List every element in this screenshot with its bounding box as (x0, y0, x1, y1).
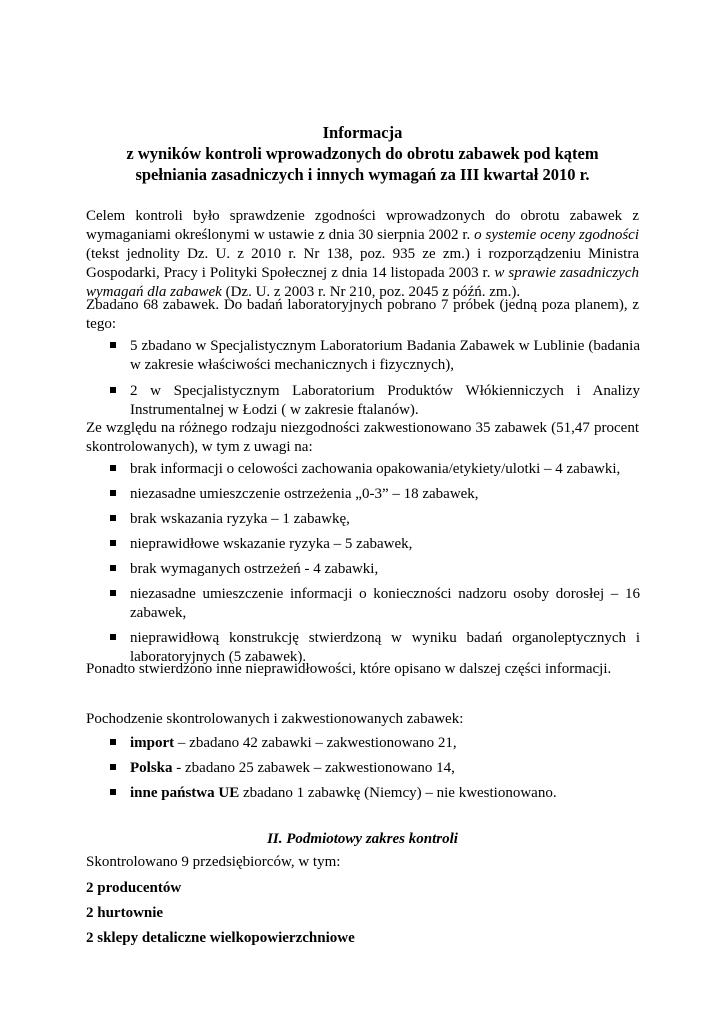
bullet-icon (110, 764, 116, 770)
bullet-icon (110, 540, 116, 546)
list-item (110, 485, 640, 504)
intro-law-title: o systemie oceny zgodności (474, 227, 639, 243)
list-item (110, 535, 640, 554)
other-irregularities-paragraph: Ponadto stwierdzono inne nieprawidłowości, które opisano w dalszej części informacji. (86, 661, 612, 677)
title-line-1: Informacja (322, 123, 403, 142)
bullet-icon (110, 342, 116, 348)
bullet-icon (110, 490, 116, 496)
bullet-icon (110, 515, 116, 521)
section-2-item: 2 hurtownie (86, 905, 164, 921)
list-item (110, 510, 640, 529)
section-2-intro: Skontrolowano 9 przedsiębiorców, w tym: (86, 854, 341, 870)
list-item-text: nieprawidłowe wskazanie ryzyka – 5 zabawek, (130, 536, 413, 552)
list-item (110, 759, 640, 778)
title-line-2: z wyników kontroli wprowadzonych do obrotu zabawek pod kątem (126, 144, 599, 163)
bullet-icon (110, 590, 116, 596)
list-item-text: niezasadne umieszczenie ostrzeżenia „0-3” – 18 zabawek, (130, 486, 479, 502)
origin-paragraph: Pochodzenie skontrolowanych i zakwestionowanych zabawek: (86, 711, 464, 727)
section-2-heading: II. Podmiotowy zakres kontroli (267, 831, 458, 847)
list-item-text: 2 w Specjalistycznym Laboratorium Produktów Włókienniczych i Analizy Instrumentalnej w Łodzi ( w zakresie ftalanów). (130, 383, 640, 418)
list-item (110, 337, 640, 375)
origin-text: - zbadano 25 zabawek – zakwestionowano 14, (172, 760, 455, 776)
list-item-text: brak wskazania ryzyka – 1 zabawkę, (130, 511, 350, 527)
bullet-icon (110, 789, 116, 795)
bullet-icon (110, 387, 116, 393)
list-item (110, 460, 640, 479)
bullet-icon (110, 565, 116, 571)
origin-label: Polska (130, 760, 173, 776)
origin-label: inne państwa UE (130, 785, 240, 801)
list-item (110, 734, 640, 753)
origin-list (110, 734, 640, 803)
labs-list (110, 337, 640, 420)
bullet-icon (110, 465, 116, 471)
list-item (110, 560, 640, 579)
intro-text-a: Celem kontroli było sprawdzenie zgodności wprowadzonych do obrotu zabawek z wymaganiami określonymi w ustawie z dnia 30 sierpnia 2002 r. (86, 208, 639, 243)
title-line-3: spełniania zasadniczych i innych wymagań za III kwartał 2010 r. (135, 165, 590, 184)
reasons-list (110, 460, 640, 667)
questioned-paragraph: Ze względu na różnego rodzaju niezgodności zakwestionowano 35 zabawek (51,47 procent skontrolowanych), w tym z uwagi na: (86, 420, 639, 455)
bullet-icon (110, 634, 116, 640)
list-item-text: niezasadne umieszczenie informacji o konieczności nadzoru osoby dorosłej – 16 zabawek, (130, 586, 640, 621)
list-item-text: brak wymaganych ostrzeżeń - 4 zabawki, (130, 561, 379, 577)
origin-text: zbadano 1 zabawkę (Niemcy) – nie kwestionowano. (239, 785, 557, 801)
intro-text-e: (Dz. U. z 2003 r. Nr 210, poz. 2045 z późń. zm.). (221, 284, 521, 300)
intro-paragraph (86, 207, 639, 302)
section-2-item: 2 sklepy detaliczne wielkopowierzchniowe (86, 930, 355, 946)
intro-regulation-title: w sprawie zasadniczych wymagań dla zabawek (86, 265, 639, 300)
list-item-text: nieprawidłową konstrukcję stwierdzoną w wyniku badań organoleptycznych i laboratoryjnych (5 zabawek). (130, 630, 640, 665)
samples-paragraph: Zbadano 68 zabawek. Do badań laboratoryjnych pobrano 7 próbek (jedną poza planem), z tego: (86, 297, 639, 332)
list-item (110, 382, 640, 420)
section-2-item: 2 producentów (86, 880, 182, 896)
document-title (60, 122, 665, 185)
list-item-text: 5 zbadano w Specjalistycznym Laboratorium Badania Zabawek w Lublinie (badania w zakresie właściwości mechanicznych i fizycznych), (130, 338, 640, 373)
list-item-text: brak informacji o celowości zachowania opakowania/etykiety/ulotki – 4 zabawki, (130, 461, 621, 477)
list-item (110, 784, 640, 803)
intro-text-c: (tekst jednolity Dz. U. z 2010 r. Nr 138, poz. 935 ze zm.) i rozporządzeniu Ministra Gospodarki, Pracy i Polityki Społecznej z dnia 14 listopada 2003 r. (86, 246, 639, 281)
bullet-icon (110, 739, 116, 745)
origin-text: – zbadano 42 zabawki – zakwestionowano 21, (174, 735, 457, 751)
list-item (110, 585, 640, 623)
origin-label: import (130, 735, 175, 751)
